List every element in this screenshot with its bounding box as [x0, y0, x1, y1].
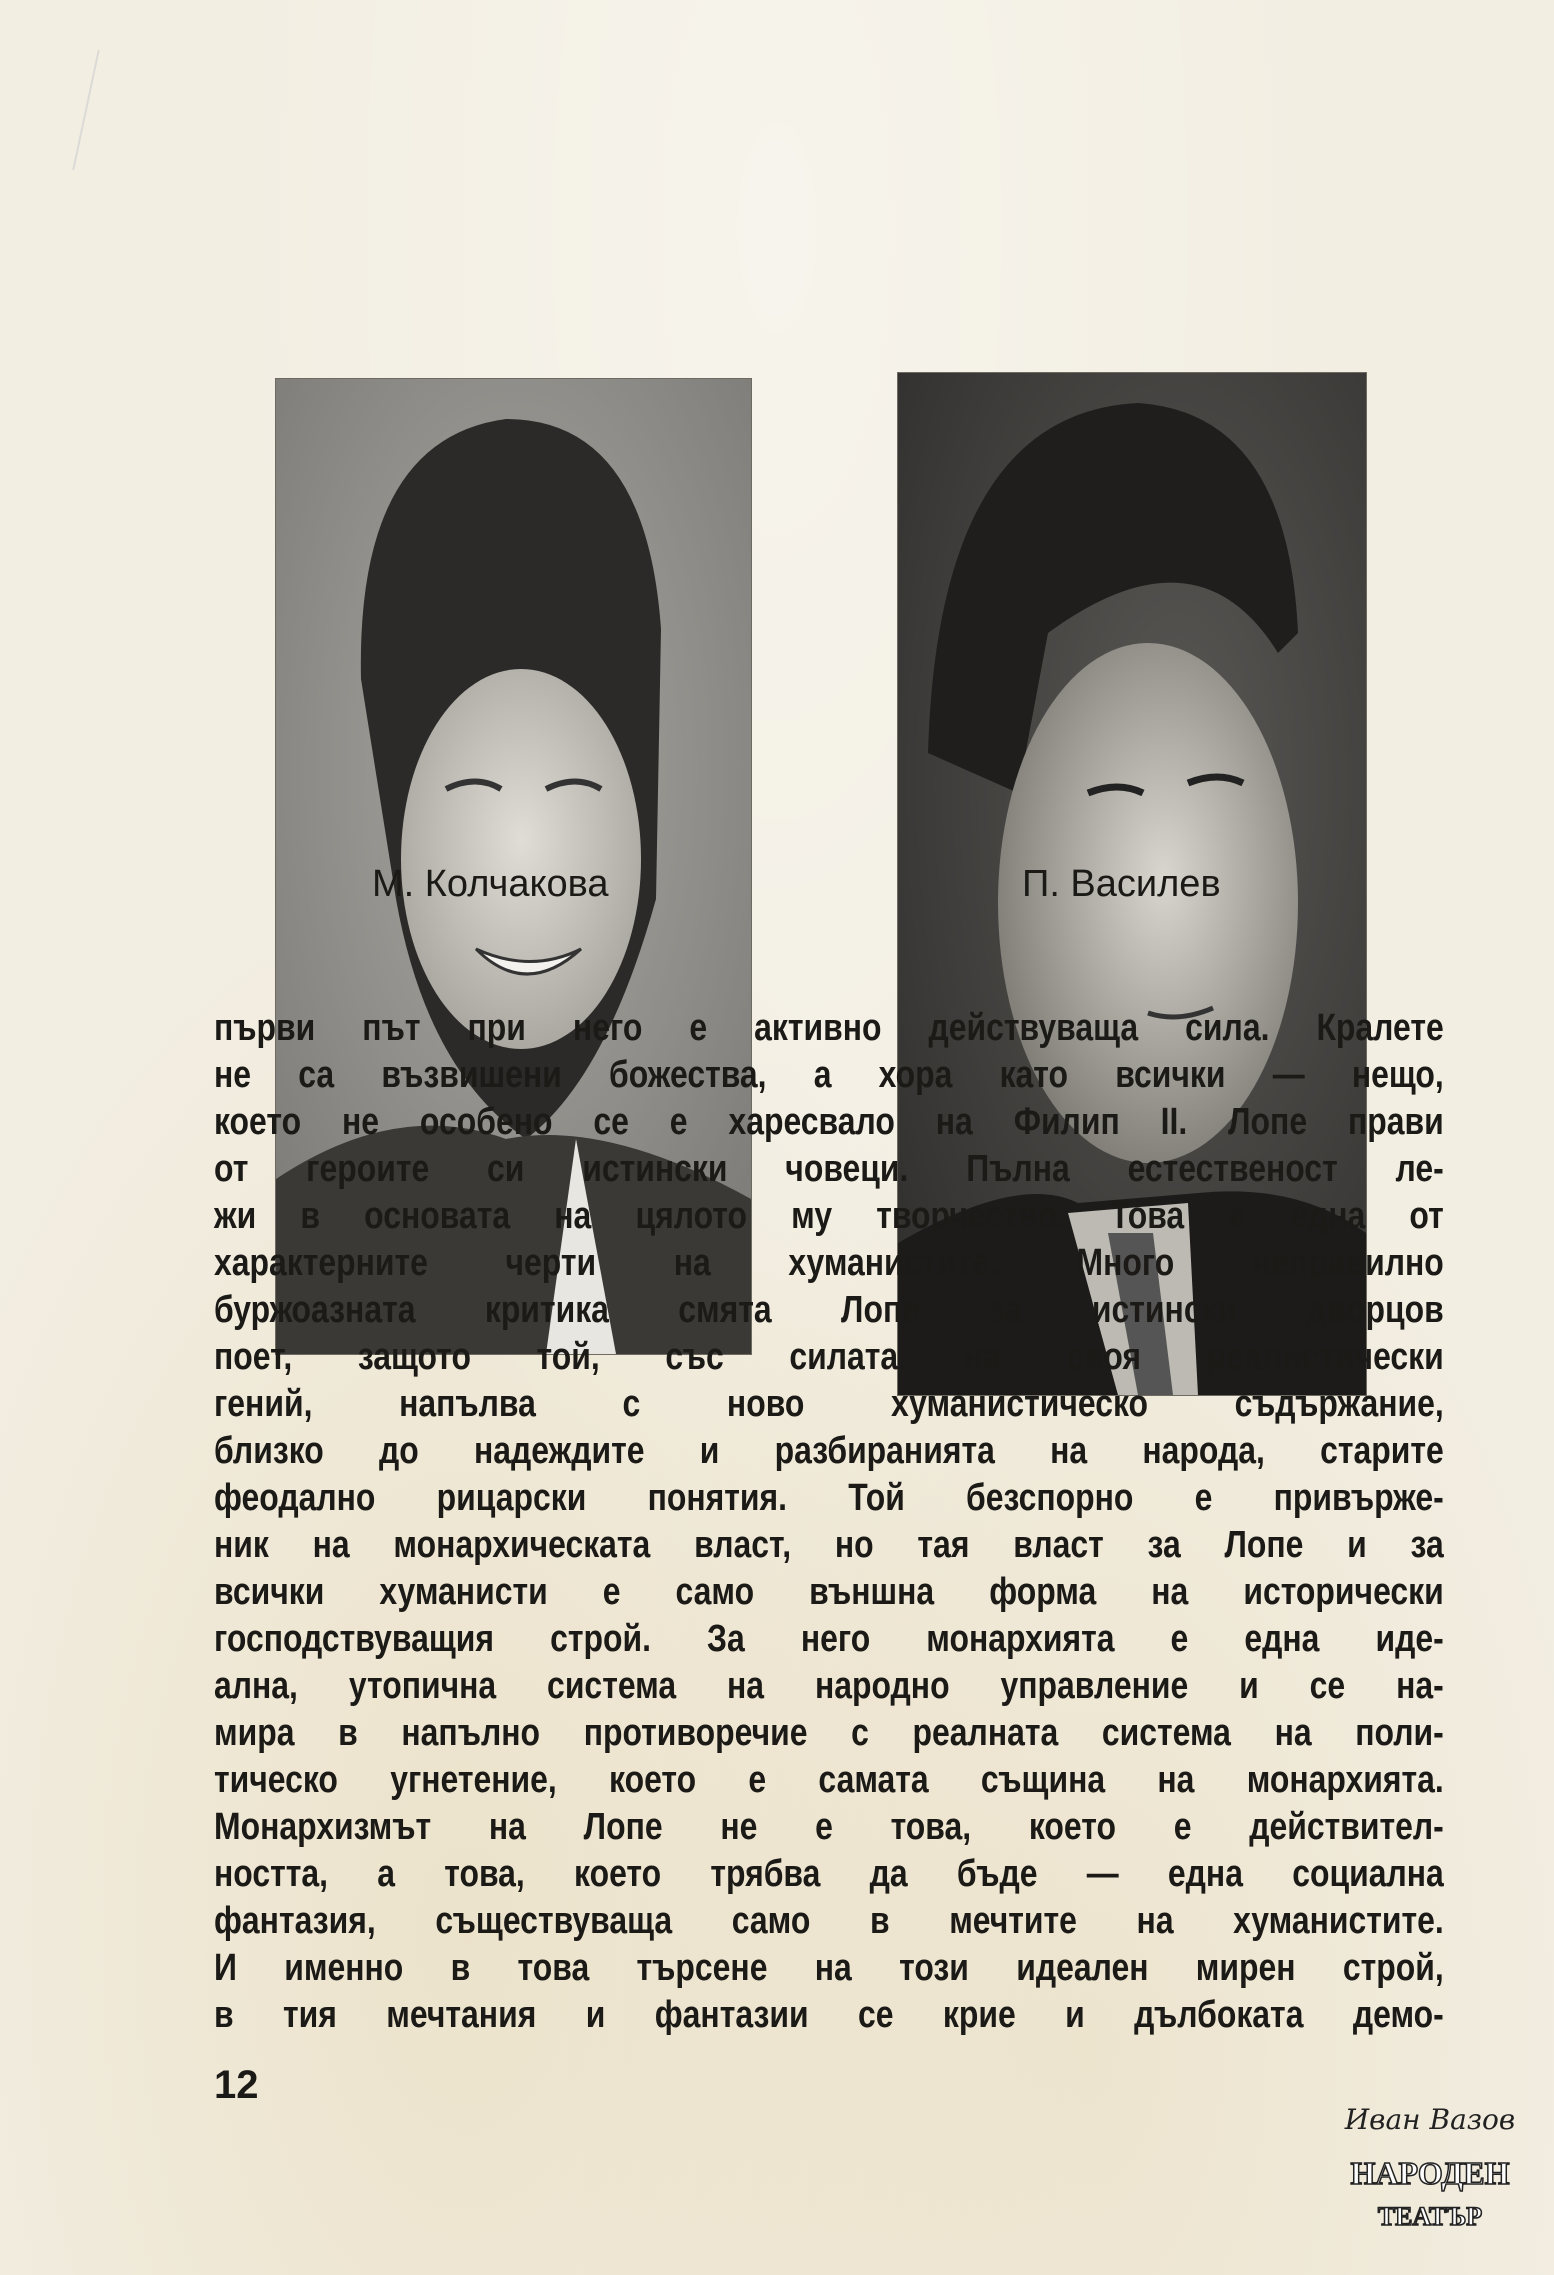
text-line: близко до надеждите и разбиранията на народа, старите [214, 1430, 1444, 1472]
text-line: мира в напълно противоречие с реалната система на поли- [214, 1712, 1444, 1754]
text-line: ник на монархическата власт, но тая власт за Лопе и за [214, 1524, 1444, 1566]
text-line: от героите си истински човеци. Пълна естественост ле- [214, 1148, 1444, 1190]
text-line: гений, напълва с ново хуманистическо съдържание, [214, 1383, 1444, 1425]
logo-text-line1: НАРОДЕН [1350, 2155, 1510, 2191]
text-line: първи път при него е активно действуваща сила. Кралете [214, 1007, 1444, 1049]
text-line: в тия мечтания и фантазии се крие и дълбоката демо- [214, 1994, 1444, 2036]
text-line: жи в основата на цялото му творчество. Това е една от [214, 1195, 1444, 1237]
text-line: поет, защото той, със силата на своя реалистически [214, 1336, 1444, 1378]
photo-caption-kolchakova: М. Колчакова [372, 863, 609, 905]
text-line: феодално рицарски понятия. Той безспорно е привърже- [214, 1477, 1444, 1519]
text-line: господствуващия строй. За него монархията е една иде- [214, 1618, 1444, 1660]
text-line: ална, утопична система на народно управление и се на- [214, 1665, 1444, 1707]
text-line: И именно в това търсене на този идеален мирен строй, [214, 1947, 1444, 1989]
page-number: 12 [214, 2063, 259, 2107]
text-line: ността, а това, което трябва да бъде — една социална [214, 1853, 1444, 1895]
text-line: което не особено се е харесвало на Филип II. Лопе прави [214, 1101, 1444, 1143]
logo-signature: Иван Вазов [1344, 2103, 1516, 2136]
text-line: не са възвишени божества, а хора като всички — нещо, [214, 1054, 1444, 1096]
text-line: всички хуманисти е само външна форма на исторически [214, 1571, 1444, 1613]
text-line: фантазия, съществуваща само в мечтите на хуманистите. [214, 1900, 1444, 1942]
text-line: тическо угнетение, което е самата същина на монархията. [214, 1759, 1444, 1801]
national-theatre-logo [1320, 2095, 1540, 2270]
text-line: Монархизмът на Лопе не е това, което е действител- [214, 1806, 1444, 1848]
text-line: буржоазната критика смята Лопе за истински дворцов [214, 1289, 1444, 1331]
text-line: характерните черти на хуманистите. Много неправилно [214, 1242, 1444, 1284]
body-text [214, 1005, 1444, 2039]
photo-caption-vasilev: П. Василев [1022, 863, 1221, 905]
logo-text-line2: ТЕАТЪР [1377, 2202, 1483, 2231]
